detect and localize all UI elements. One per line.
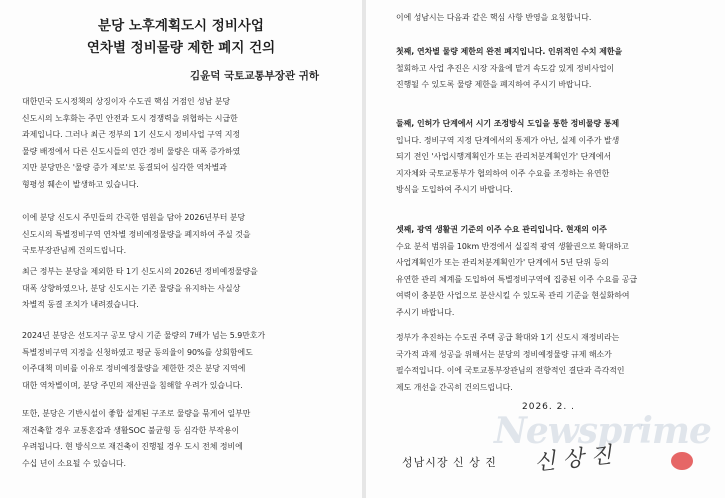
left-page <box>0 0 362 498</box>
text-line: 필수적입니다. 이에 국토교통부장관님의 전향적인 결단과 즉각적인 <box>396 366 625 375</box>
right-page <box>366 0 725 498</box>
text-line: 형평성 훼손이 발생하고 있습니다. <box>22 179 139 189</box>
text-line: 대폭 상향하였으나, 분당 신도시는 기존 물량을 유지하는 사실상 <box>22 283 241 293</box>
text-line: 과제입니다. 그러나 최근 정부의 1기 신도시 정비사업 구역 지정 <box>22 130 241 139</box>
text-line: 방식을 도입하여 주시기 바랍니다. <box>396 185 513 194</box>
text-line: 여력이 충분한 사업으로 분산시킬 수 있도록 관리 기준을 현실화하여 <box>396 291 630 300</box>
text-line: 이에 성남시는 다음과 같은 핵심 사항 반영을 요청합니다. <box>396 13 592 22</box>
paragraph-4 <box>22 328 342 394</box>
text-line: 정부가 추진하는 수도권 주택 공급 확대와 1기 신도시 재정비라는 <box>396 333 620 342</box>
closing-paragraph <box>396 330 708 396</box>
seal-stamp-icon <box>671 452 693 470</box>
text-line: 이에 분당 신도시 주민들의 간곡한 염원을 담아 2026년부터 분당 <box>22 213 246 222</box>
paragraph-5 <box>22 406 342 472</box>
text-line: 제도 개선을 간곡히 건의드립니다. <box>396 382 513 392</box>
text-line: 신도시의 특별정비구역 연차별 정비예정물량을 폐지하여 주실 것을 <box>22 229 251 239</box>
document-title-line2: 연차별 정비물량 제한 폐지 건의 <box>86 40 276 56</box>
text-line: 국가적 과제 성공을 위해서는 분당의 정비예정물량 규제 해소가 <box>396 349 612 359</box>
text-line: 수요 분석 범위를 10km 반경에서 실질적 광역 생활권으로 확대하고 <box>396 241 629 251</box>
signature-name: 성남시장 신 상 진 <box>402 456 497 469</box>
text-line: 유연한 관리 체계를 도입하여 특별정비구역에 집중된 이주 수요를 공급 <box>396 274 638 284</box>
text-line: 이주대책 미비를 이유로 정비예정물량을 제한한 것은 분당 지역에 <box>22 364 246 373</box>
text-line: 주시기 바랍니다. <box>396 307 455 317</box>
text-line: 철회하고 사업 추진은 시장 자율에 맡겨 속도감 있게 정비사업이 <box>396 63 615 73</box>
text-line: 우려됩니다. 현 방식으로 재건축이 진행될 경우 도시 전체 정비에 <box>22 442 243 451</box>
handwritten-signature: 신 상 진 <box>533 442 614 476</box>
text-line: 셋째, 광역 생활권 기준의 이주 수요 관리입니다. 현재의 이주 <box>396 225 607 234</box>
text-line: 지자체와 국토교통부가 협의하여 이주 수요를 조정하는 유연한 <box>396 168 610 178</box>
item-second <box>396 116 708 199</box>
text-line: 또한, 분당은 기반시설이 좋합 설계된 구조로 물량을 묶게어 일부만 <box>22 409 251 418</box>
text-line: 물량 배정에서 다른 신도시들의 연간 정비 물량은 대폭 증가하였 <box>22 146 241 156</box>
text-line: 사업계획인가 또는 관리처분계획인가' 단계에서 5년 단위 등의 <box>396 258 609 267</box>
text-line: 대한민국 도시정책의 상징이자 수도권 핵심 거점인 성남 분당 <box>22 97 231 106</box>
document-date: 2026. 2. . <box>522 402 575 412</box>
text-line: 되기 전인 '사업시행계획인가 또는 관리처분계획인가' 단계에서 <box>396 152 612 161</box>
text-line: 특별정비구역 지정을 신청하였고 평균 동의율이 90%를 상회함에도 <box>22 347 253 357</box>
text-line: 둘째, 인허가 단계에서 시기 조정방식 도입을 통한 정비물량 통제 <box>396 119 620 128</box>
newsprime-watermark: Newsprime <box>494 410 711 452</box>
text-line: 국토부장관님께 건의드립니다. <box>22 246 127 255</box>
text-line: 재건축할 경우 교통혼잡과 생활SOC 불균형 등 심각한 부작용이 <box>22 425 240 435</box>
text-line: 첫째, 연차별 물량 제한의 완전 폐지입니다. 인위적인 수치 제한을 <box>396 47 623 56</box>
text-line: 지만 분당만은 '물량 증가 제로'로 동결되어 심각한 역차별과 <box>22 163 227 172</box>
recipient: 김윤덕 국토교통부장관 귀하 <box>190 70 320 82</box>
document-title-line1: 분당 노후계획도시 정비사업 <box>98 18 264 34</box>
item-first <box>396 44 708 94</box>
text-line: 신도시의 노후화는 주민 안전과 도시 경쟁력을 위협하는 시급한 <box>22 113 238 123</box>
item-third <box>396 222 708 321</box>
text-line: 최근 정부는 분당을 제외한 타 1기 신도시의 2026년 정비예정물량을 <box>22 267 258 276</box>
text-line: 차별적 동결 조치가 내려졌습니다. <box>22 300 139 309</box>
paragraph-2 <box>22 210 342 260</box>
text-line: 수십 년이 소요될 수 있습니다. <box>22 458 127 468</box>
text-line: 2024년 분당은 선도지구 공모 당시 기준 물량의 7배가 넘는 5.9만호가 <box>22 331 266 340</box>
paragraph-1 <box>22 94 342 193</box>
text-line: 진행될 수 있도록 물량 제한을 폐지하여 주시기 바랍니다. <box>396 80 592 89</box>
text-line: 입니다. 정비구역 지정 단계에서의 통제가 아닌, 실제 이주가 발생 <box>396 135 620 145</box>
paragraph-3 <box>22 264 342 314</box>
intro-paragraph <box>396 10 708 27</box>
text-line: 대한 역차별이며, 분당 주민의 재산권을 침해할 우려가 있습니다. <box>22 380 243 390</box>
